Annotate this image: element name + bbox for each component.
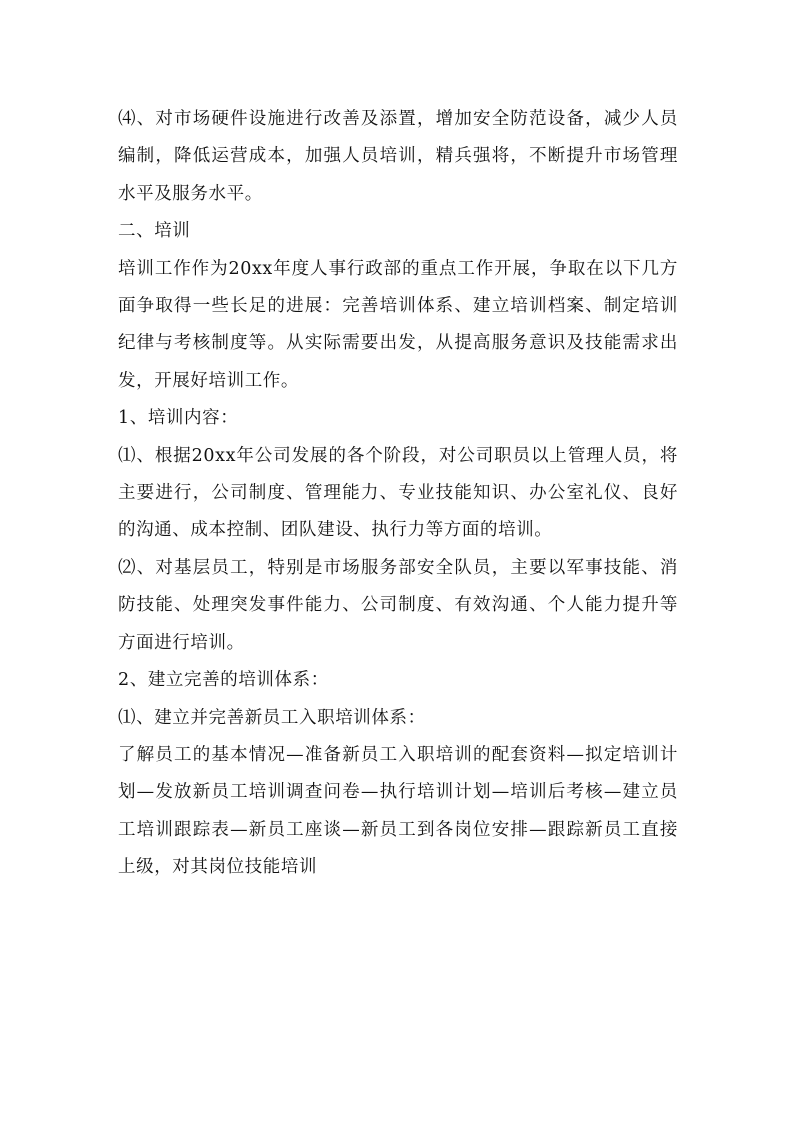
paragraph-staff-training: ⑵、对基层员工，特别是市场服务部安全队员，主要以军事技能、消防技能、处理突发事件能力、公司制度、有效沟通、个人能力提升等方面进行培训。 bbox=[118, 557, 678, 653]
subheading-training-system: 2、建立完善的培训体系： bbox=[118, 670, 329, 691]
paragraph-hardware-improvement: ⑷、对市场硬件设施进行改善及添置，增加安全防范设备，减少人员编制，降低运营成本，加强人员培训，精兵强将，不断提升市场管理水平及服务水平。 bbox=[118, 109, 678, 204]
subheading-training-content: 1、培训内容： bbox=[118, 408, 239, 429]
paragraph-onboarding-process: 了解员工的基本情况—准备新员工入职培训的配套资料—拟定培训计划—发放新员工培训调查问卷—执行培训计划—培训后考核—建立员工培训跟踪表—新员工座谈—新员工到各岗位安排—跟踪新员工直接上级，对其岗位技能培训 bbox=[118, 744, 678, 878]
paragraph-management-training: ⑴、根据20xx年公司发展的各个阶段，对公司职员以上管理人员，将主要进行，公司制度、管理能力、专业技能知识、办公室礼仪、良好的沟通、成本控制、团队建设、执行力等方面的培训。 bbox=[118, 445, 678, 541]
section-heading-training: 二、培训 bbox=[118, 221, 191, 242]
paragraph-training-intro: 培训工作作为20xx年度人事行政部的重点工作开展，争取在以下几方面争取得一些长足的进展：完善培训体系、建立培训档案、制定培训纪律与考核制度等。从实际需要出发，从提高服务意识及技能需求出发，开展好培训工作。 bbox=[118, 258, 678, 391]
paragraph-new-employee-system: ⑴、建立并完善新员工入职培训体系： bbox=[118, 707, 426, 728]
document-body bbox=[118, 101, 678, 887]
